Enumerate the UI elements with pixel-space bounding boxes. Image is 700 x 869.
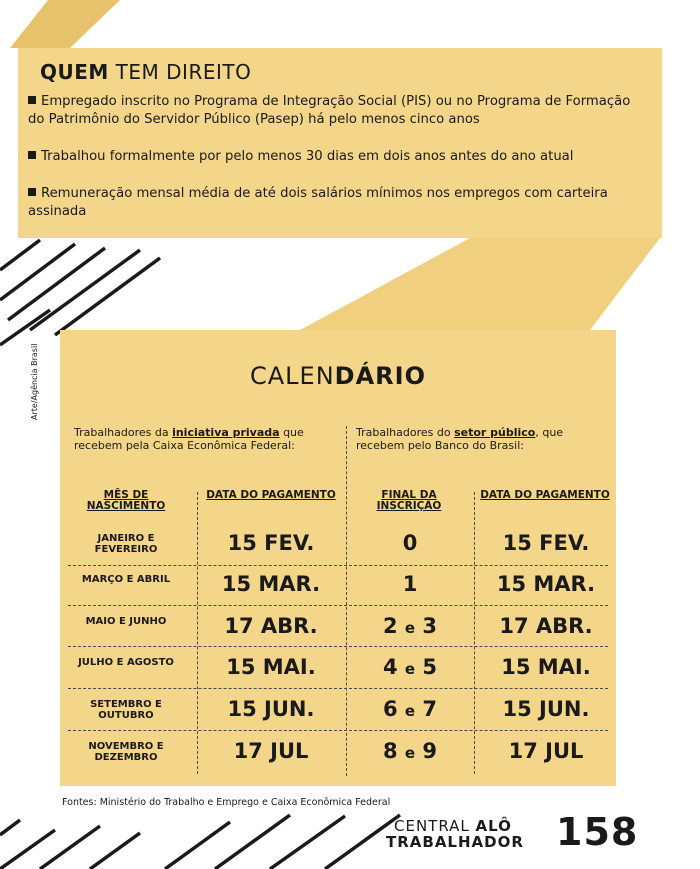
middle-band [300, 238, 660, 330]
row-final-digits [350, 697, 470, 721]
row-month: MAIO E JUNHO [85, 616, 167, 627]
row-date-public: 17 ABR. [499, 614, 593, 638]
hotline-number: 158 [556, 810, 639, 854]
row-month: NOVEMBRO E DEZEMBRO [88, 741, 164, 763]
row-date-private: 17 JUL [233, 739, 309, 763]
header-payment-date-public: DATA DO PAGAMENTO [480, 489, 610, 501]
square-bullet-icon [28, 151, 36, 159]
intro-bold: setor público [454, 426, 536, 439]
calendar-box [60, 330, 616, 786]
row-final-digits [350, 655, 470, 679]
column-divider [197, 492, 198, 774]
header-payment-date-private: DATA DO PAGAMENTO [206, 489, 336, 501]
eligibility-bullet-text: Empregado inscrito no Programa de Integração Social (PIS) ou no Programa de Formação do Patrimônio do Servidor Público (Pasep) há pelo menos cinco anos [28, 94, 631, 127]
eligibility-bullet-text: Remuneração mensal média de até dois salários mínimos nos empregos com carteira assinada [28, 186, 608, 219]
square-bullet-icon [28, 96, 36, 104]
intro-text: que recebem pela Caixa Econômica Federal: [74, 426, 304, 452]
row-month: MARÇO E ABRIL [81, 574, 171, 585]
row-divider [68, 646, 608, 647]
row-final-digit: 0 [402, 531, 418, 555]
calendar-title-bold: DÁRIO [334, 362, 426, 390]
top-band [10, 0, 120, 48]
eligibility-title [40, 60, 251, 84]
sources-note: Fontes: Ministério do Trabalho e Emprego e Caixa Econômica Federal [62, 797, 391, 808]
row-date-public: 15 JUN. [502, 697, 590, 721]
private-sector-intro [74, 426, 334, 452]
and-word: e [404, 660, 416, 678]
row-final-digits [350, 739, 470, 763]
hotline-line-2: TRABALHADOR [386, 833, 524, 851]
row-date-private: 15 FEV. [227, 531, 315, 555]
row-divider [68, 730, 608, 731]
hotline-alo: ALÔ [475, 817, 512, 835]
row-month: JULHO E AGOSTO [78, 657, 174, 668]
eligibility-bullet-1 [28, 93, 648, 129]
final-digit: 6 [382, 697, 398, 721]
hotline-line-1 [394, 819, 512, 834]
row-date-public: 15 MAR. [496, 572, 596, 596]
intro-text: Trabalhadores do [356, 426, 455, 439]
row-date-public: 17 JUL [508, 739, 584, 763]
row-date-private: 15 MAR. [221, 572, 321, 596]
row-month: SETEMBRO E OUTUBRO [90, 699, 162, 721]
row-month: JANEIRO E FEVEREIRO [94, 533, 158, 555]
final-digit: 4 [382, 655, 398, 679]
and-word: e [404, 744, 416, 762]
final-digit: 2 [382, 614, 398, 638]
hotline-central: CENTRAL [394, 817, 476, 835]
eligibility-title-bold: QUEM [40, 60, 109, 84]
and-word: e [404, 619, 416, 637]
final-digit: 5 [422, 655, 438, 679]
square-bullet-icon [28, 188, 36, 196]
and-word: e [404, 702, 416, 720]
row-date-public: 15 FEV. [502, 531, 590, 555]
eligibility-title-light: TEM DIREITO [115, 60, 252, 84]
row-date-private: 15 MAI. [226, 655, 316, 679]
header-registration-final: FINAL DA INSCRIÇÃO [376, 489, 442, 512]
calendar-title [60, 362, 616, 390]
diagonal-stripes-bottom [0, 815, 400, 869]
column-divider [474, 492, 475, 774]
final-digit: 9 [422, 739, 438, 763]
row-final-digits [350, 614, 470, 638]
row-divider [68, 565, 608, 566]
header-birth-month: MÊS DE NASCIMENTO [86, 489, 166, 512]
final-digit: 7 [422, 697, 438, 721]
row-date-private: 15 JUN. [227, 697, 315, 721]
eligibility-bullet-3 [28, 185, 648, 221]
intro-bold: iniciativa privada [172, 426, 280, 439]
eligibility-bullet-2 [28, 148, 648, 166]
final-digit: 8 [382, 739, 398, 763]
art-credit: Arte/Agência Brasil [30, 343, 39, 420]
public-sector-intro [356, 426, 606, 452]
row-divider [68, 605, 608, 606]
section-divider [346, 426, 347, 776]
calendar-title-light: CALEN [250, 362, 335, 390]
eligibility-box [18, 48, 662, 238]
intro-text: , que recebem pelo Banco do Brasil: [356, 426, 564, 452]
row-date-private: 17 ABR. [224, 614, 318, 638]
intro-text: Trabalhadores da [74, 426, 173, 439]
row-final-digit: 1 [402, 572, 418, 596]
final-digit: 3 [422, 614, 438, 638]
eligibility-bullet-text: Trabalhou formalmente por pelo menos 30 dias em dois anos antes do ano atual [41, 149, 574, 164]
row-divider [68, 688, 608, 689]
row-date-public: 15 MAI. [501, 655, 591, 679]
